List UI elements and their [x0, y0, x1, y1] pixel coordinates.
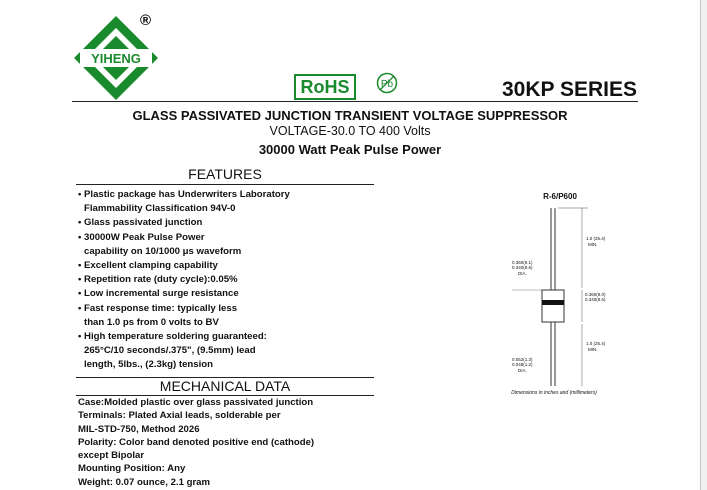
- feature-item: capability on 10/1000 μs waveform: [84, 245, 242, 257]
- mechanical-line: Weight: 0.07 ounce, 2.1 gram: [78, 476, 211, 488]
- svg-text:0.048(1.2): 0.048(1.2): [512, 362, 533, 367]
- svg-text:MIN.: MIN.: [588, 242, 598, 247]
- feature-item: • Plastic package has Underwriters Laboratory: [78, 189, 290, 200]
- mechanical-line: Mounting Position: Any: [78, 463, 186, 475]
- mechanical-heading: MECHANICAL DATA: [159, 378, 291, 394]
- mechanical-data: [78, 396, 314, 489]
- dim-body-diameter: 0.360(9.1): [512, 260, 533, 265]
- registered-mark: ®: [140, 12, 152, 29]
- rohs-badge: RoHS: [294, 74, 356, 100]
- series-title: 30KP SERIES: [502, 78, 638, 101]
- dim-lead-top: 1.0 (25.4): [586, 236, 606, 241]
- diode-body: [542, 290, 564, 322]
- mechanical-line: MIL-STD-750, Method 2026: [78, 423, 200, 435]
- feature-item: than 1.0 ps from 0 volts to BV: [84, 316, 219, 328]
- feature-item: length, 5lbs., (2.3kg) tension: [84, 359, 214, 371]
- header-rule: [72, 101, 638, 102]
- mechanical-line: except Bipolar: [78, 450, 145, 462]
- dim-lead-bottom: 1.0 (25.4): [586, 341, 606, 346]
- features-heading: FEATURES: [188, 166, 262, 182]
- dim-lead-diameter: 0.052(1.3): [512, 357, 533, 362]
- cathode-band: [542, 300, 564, 305]
- svg-text:DIA.: DIA.: [518, 271, 527, 276]
- package-name: R-6/P600: [543, 192, 577, 201]
- svg-text:0.340(8.6): 0.340(8.6): [512, 265, 533, 270]
- power-subtitle: 30000 Watt Peak Pulse Power: [258, 142, 442, 157]
- feature-item: • High temperature soldering guaranteed:: [78, 331, 267, 343]
- svg-text:MIN.: MIN.: [588, 347, 598, 352]
- pb-free-icon: [376, 72, 398, 94]
- package-diagram: [498, 188, 618, 418]
- feature-item: • Excellent clamping capability: [78, 260, 218, 272]
- feature-item: Flammability Classification 94V-0: [84, 203, 236, 215]
- mechanical-line: Terminals: Plated Axial leads, solderable per: [78, 410, 281, 422]
- voltage-subtitle: VOLTAGE-30.0 TO 400 Volts: [269, 124, 431, 138]
- svg-text:0.340(8.6): 0.340(8.6): [585, 297, 606, 302]
- feature-item: • 30000W Peak Pulse Power: [78, 231, 205, 243]
- logo-text: YIHENG: [91, 51, 141, 66]
- mechanical-line: Polarity: Color band denoted positive end (cathode): [78, 436, 315, 448]
- feature-item: • Repetition rate (duty cycle):0.05%: [78, 274, 238, 286]
- mechanical-line: Case:Molded plastic over glass passivated junction: [78, 397, 314, 408]
- main-title: GLASS PASSIVATED JUNCTION TRANSIENT VOLTAGE SUPPRESSOR: [132, 108, 568, 123]
- dim-body-length: 0.360(9.0): [585, 292, 606, 297]
- pb-text: Pb: [380, 79, 394, 90]
- feature-item: • Low incremental surge resistance: [78, 288, 239, 300]
- features-list: [78, 188, 378, 373]
- feature-item: 265°C/10 seconds/.375", (9.5mm) lead: [84, 345, 256, 357]
- features-rule: [76, 184, 374, 185]
- feature-item: • Glass passivated junction: [78, 217, 203, 229]
- svg-text:DIA.: DIA.: [518, 368, 527, 373]
- feature-item: • Fast response time: typically less: [78, 302, 238, 314]
- diagram-caption: Dimensions in inches and (millimeters): [511, 390, 597, 396]
